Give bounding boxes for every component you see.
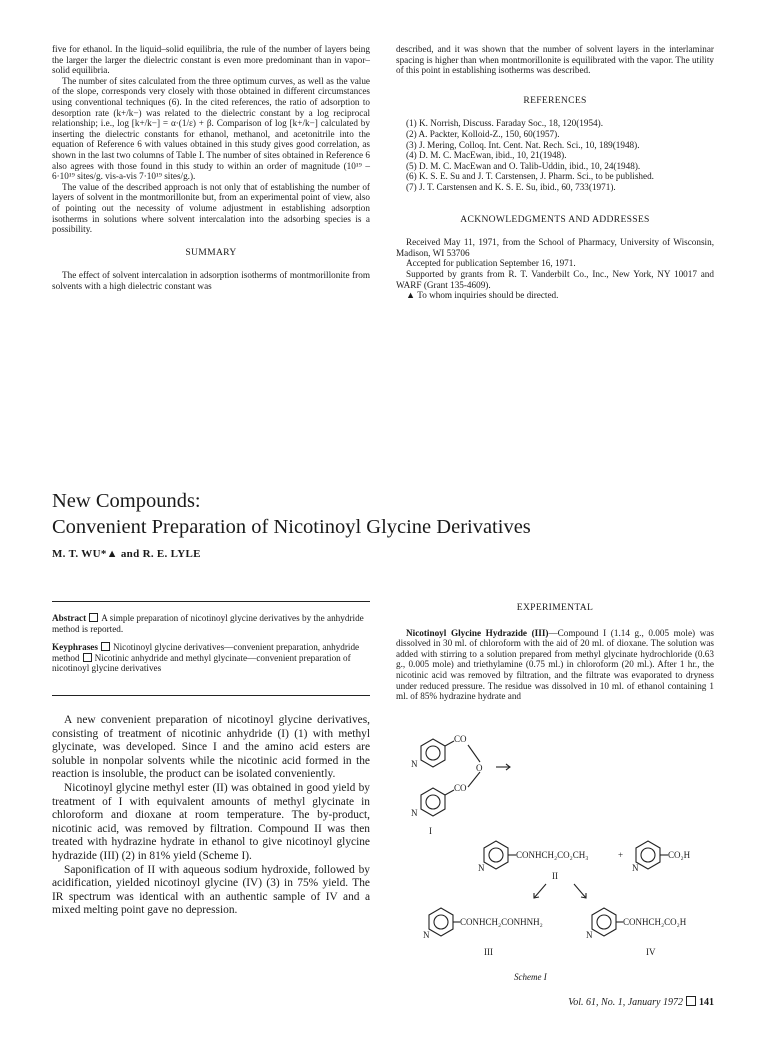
top-right-column xyxy=(396,44,714,301)
abstract-rule-top xyxy=(52,601,370,602)
checkbox-icon xyxy=(101,642,110,651)
co-label: CO xyxy=(454,734,467,744)
abstract-block xyxy=(52,613,370,674)
reference-item: (5) D. M. C. MacEwan and O. Talib-Uddin, ibid., 10, 24(1948). xyxy=(406,160,641,171)
paragraph: A new convenient preparation of nicotinoyl glycine derivatives, consisting of treatment of nicotinic anhydride (I) (1) with methyl glycinate, was developed. Since I and the amino acid esters are soluble in nonpolar solvents while the nicotinic acid formed in the reaction is insoluble, the product can be isolated conveniently. xyxy=(52,714,370,781)
checkbox-icon xyxy=(83,653,92,662)
co-label: CO xyxy=(454,783,467,793)
reference-item: (6) K. S. E. Su and J. T. Carstensen, J. Pharm. Sci., to be published. xyxy=(406,171,654,182)
compound-label-I: I xyxy=(429,826,432,836)
abstract-label: Abstract xyxy=(52,613,87,623)
compound-label-III: III xyxy=(484,947,493,957)
n-label: N xyxy=(632,863,639,873)
scheme-diagram xyxy=(396,724,726,986)
checkbox-icon xyxy=(686,996,696,1006)
compound-label-IV: IV xyxy=(646,947,656,957)
journal-info: Vol. 61, No. 1, January 1972 xyxy=(568,997,683,1008)
compound-label-II: II xyxy=(552,871,558,881)
experimental-column xyxy=(396,603,714,702)
o-label: O xyxy=(476,763,483,773)
acknowledgments-heading: ACKNOWLEDGMENTS AND ADDRESSES xyxy=(460,213,650,225)
title-line-1: New Compounds: xyxy=(52,490,201,512)
references-heading: REFERENCES xyxy=(523,94,587,106)
abstract-text: A simple preparation of nicotinoyl glycine derivatives by the anhydride method is reported. xyxy=(52,613,364,634)
summary-paragraph: The effect of solvent intercalation in adsorption isotherms of montmorillonite from solvents with a high dielectric constant was xyxy=(52,270,370,291)
top-left-column xyxy=(52,44,370,291)
paragraph: Saponification of II with aqueous sodium hydroxide, followed by acidification, yielded nicotinoyl glycine (IV) (3) in 75% yield. The IR spectrum was identical with an authentic sample of IV and a mixed melting point gave no depression. xyxy=(52,863,370,917)
page-footer xyxy=(568,996,714,1008)
ester-formula: CONHCH₂CO₂CH₃ xyxy=(516,850,589,860)
abstract-rule-bottom xyxy=(52,695,370,696)
acid-formula: CO₂H xyxy=(668,850,691,860)
page-number: 141 xyxy=(699,997,714,1008)
ack-item: ▲ To whom inquiries should be directed. xyxy=(406,290,559,301)
scheme-caption: Scheme I xyxy=(514,972,547,982)
ack-item: Supported by grants from R. T. Vanderbilt Co., Inc., New York, NY 10017 and WARF (Grant 135-4609). xyxy=(396,268,714,290)
ack-item: Accepted for publication September 16, 1971. xyxy=(406,258,576,269)
paragraph: described, and it was shown that the number of solvent layers in the interlaminar spacing is higher than when montmorillonite is equilibrated with the vapor. The utility of this point in establishing isotherms was described. xyxy=(396,44,714,76)
title-line-2: Convenient Preparation of Nicotinoyl Glycine Derivatives xyxy=(52,516,531,538)
article-body xyxy=(52,714,370,918)
experimental-heading: EXPERIMENTAL xyxy=(516,602,594,613)
reference-item: (3) J. Mering, Colloq. Int. Cent. Nat. Rech. Sci., 10, 189(1948). xyxy=(406,139,640,150)
keyphrases-label: Keyphrases xyxy=(52,642,98,653)
reference-item: (4) D. M. C. MacEwan, ibid., 10, 21(1948). xyxy=(406,150,567,161)
experimental-lead: Nicotinoyl Glycine Hydrazide (III) xyxy=(406,627,549,638)
experimental-text: —Compound I (1.14 g., 0.005 mole) was dissolved in 30 ml. of chloroform with the aid of 20 ml. of dioxane. The solution was added with stirring to a solution prepared from methyl glycinate hydrochloride (0.63 g., 0.005 mole) and triethylamine (0.75 ml.) in chloroform (20 ml.). After 1 hr., the nicotinic acid was removed by filtration, and the filtrate was evaporated to dryness under reduced pressure. The residue was dissolved in 10 ml. of ethanol containing 1 ml. of 85% hydrazine hydrate and xyxy=(396,627,714,702)
checkbox-icon xyxy=(89,613,98,622)
article-title xyxy=(52,488,531,540)
n-label: N xyxy=(478,863,485,873)
reference-item: (1) K. Norrish, Discuss. Faraday Soc., 18, 120(1954). xyxy=(406,118,603,129)
paragraph: The value of the described approach is not only that of establishing the number of layers of solvent in the montmorillonite but, from an experimental point of view, also of pointing out the necessity of volume adjustment in establishing adsorption isotherms in solutions where solvent intercalation into the adsorbing species is a possibility. xyxy=(52,181,370,235)
n-label: N xyxy=(423,930,430,940)
paragraph: five for ethanol. In the liquid–solid equilibria, the rule of the number of layers being the larger the larger the dielectric constant is even more predominant than in vapor–solid equilibria. xyxy=(52,44,370,76)
reference-item: (7) J. T. Carstensen and K. S. E. Su, ibid., 60, 733(1971). xyxy=(406,181,616,192)
plus-sign: + xyxy=(618,850,624,860)
summary-heading: SUMMARY xyxy=(185,246,237,258)
n-label: N xyxy=(586,930,593,940)
paragraph: The number of sites calculated from the three optimum curves, as well as the value of the slope, corresponds very closely with those obtained in different circumstances using conventional techniques (6). In the cited references, the ratio of adsorption to desorption rate (k+/k−) was related to the dielectric constant by a log reciprocal relationship; i.e., log [k+/k−] = α·(1/ε) + β. Comparison of log [k+/k−] calculated by inserting the dielectric constants for ethanol, methanol, and acetonitrile into the equation of Reference 6 with values obtained in this study gives good correlation, as shown in the last two columns of Table I. The number of sites obtained in Reference 6 also agrees with those found in this study to within an order of magnitude (10¹⁹ – 6·10¹⁹ sites/g. vis-a-vis 7·10¹⁹ sites/g.). xyxy=(52,75,370,182)
n-label: N xyxy=(411,808,418,818)
n-label: N xyxy=(411,759,418,769)
paragraph: Nicotinoyl glycine methyl ester (II) was obtained in good yield by treatment of I with equivalent amounts of methyl glycinate in chloroform and dioxane at room temperature. The by-product, nicotinic acid, was removed by filtration. Compound II was then treated with hydrazine hydrate in ethanol to give nicotinoyl glycine hydrazide (III) (2) in 81% yield (Scheme I). xyxy=(52,781,370,862)
glycine-formula: CONHCH₂CO₂H xyxy=(623,917,687,927)
hydrazide-formula: CONHCH₂CONHNH₂ xyxy=(460,917,543,927)
ack-item: Received May 11, 1971, from the School of Pharmacy, University of Wisconsin, Madison, WI 53706 xyxy=(396,237,714,258)
reference-item: (2) A. Packter, Kolloid-Z., 150, 60(1957). xyxy=(406,128,560,139)
keyphrases-text: Nicotinic anhydride and methyl glycinate—convenient preparation of nicotinoyl glycine derivatives xyxy=(52,652,351,674)
keyphrases-text: Nicotinoyl glycine derivatives—convenient preparation, anhydride method xyxy=(52,642,360,663)
authors: M. T. WU*▲ and R. E. LYLE xyxy=(52,548,201,560)
